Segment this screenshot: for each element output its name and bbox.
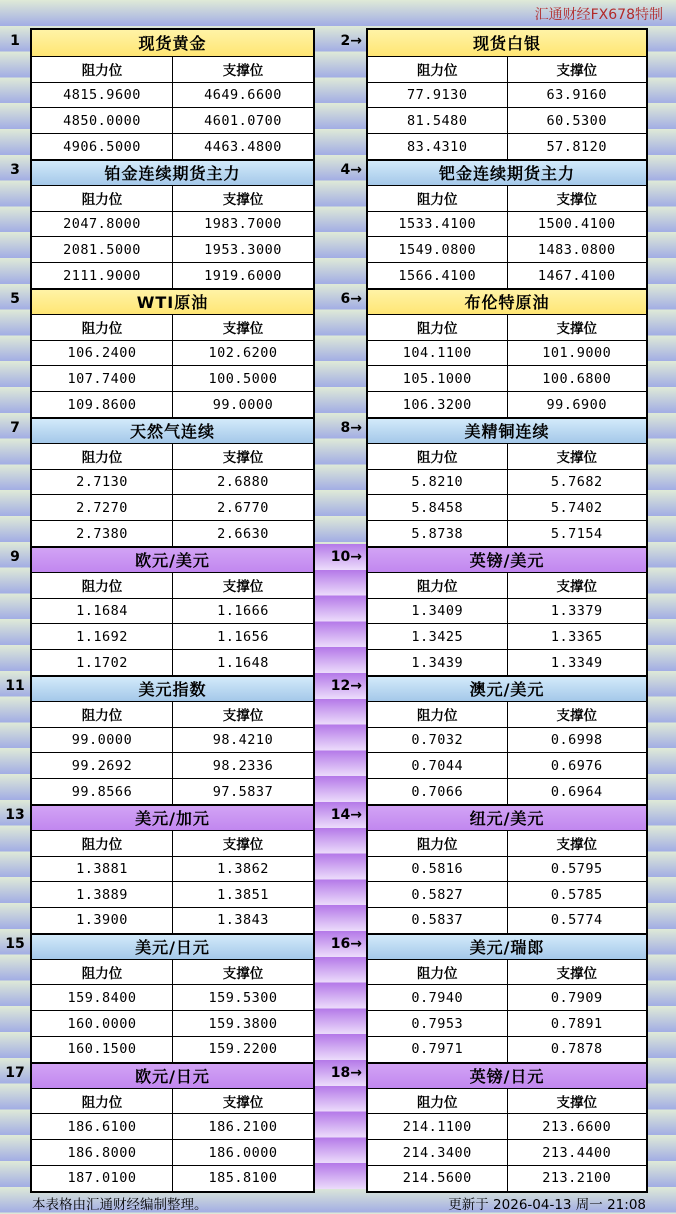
- resistance-header: 阻力位: [81, 837, 123, 854]
- table-number-label: 6→: [340, 291, 362, 307]
- resistance-value: 1.3900: [76, 912, 128, 929]
- support-value: 2.6630: [172, 521, 313, 546]
- support-value: 1.1648: [172, 650, 313, 675]
- table-title: 纽元/美元: [368, 804, 646, 830]
- table-title: 美元/日元: [32, 933, 313, 959]
- resistance-value: 0.7066: [411, 783, 464, 800]
- table-value-row: [368, 340, 646, 366]
- support-value: 0.6976: [507, 753, 647, 778]
- resistance-value: 2.7130: [76, 473, 128, 490]
- resistance-value: 104.1100: [402, 344, 472, 361]
- table-value-row: [32, 1139, 313, 1165]
- table-value-row: [368, 727, 646, 753]
- table-title: 钯金连续期货主力: [368, 159, 646, 185]
- table-header-row: [32, 830, 313, 856]
- table-value-row: [368, 778, 646, 804]
- resistance-value: 214.3400: [402, 1144, 472, 1161]
- table-title: 天然气连续: [32, 417, 313, 443]
- support-value: 0.5785: [507, 882, 647, 907]
- table-value-row: [368, 211, 646, 237]
- resistance-value: 99.8566: [71, 783, 133, 800]
- resistance-header: 阻力位: [417, 321, 458, 338]
- table-value-row: [368, 1010, 646, 1036]
- table-header-row: [32, 185, 313, 211]
- resistance-value: 186.6100: [67, 1118, 137, 1135]
- resistance-value: 0.7971: [411, 1041, 464, 1058]
- support-header: 支撑位: [507, 960, 647, 985]
- table-title: 英镑/美元: [368, 546, 646, 572]
- table-value-row: [32, 365, 313, 391]
- support-value: 100.5000: [172, 366, 313, 391]
- resistance-value: 1.3439: [411, 654, 464, 671]
- table-number-label: 5: [10, 291, 20, 307]
- table-header-row: [368, 185, 646, 211]
- table-section: [32, 933, 313, 1062]
- support-value: 5.7154: [507, 521, 647, 546]
- table-title: 布伦特原油: [368, 288, 646, 314]
- support-value: 1.3365: [507, 624, 647, 649]
- table-title: 英镑/日元: [368, 1062, 646, 1088]
- table-value-row: [32, 727, 313, 753]
- table-value-row: [368, 598, 646, 624]
- resistance-header: 阻力位: [81, 450, 123, 467]
- resistance-value: 1566.4100: [398, 267, 477, 284]
- support-value: 1.1666: [172, 599, 313, 624]
- table-value-row: [32, 494, 313, 520]
- table-value-row: [32, 1010, 313, 1036]
- resistance-header: 阻力位: [417, 1095, 458, 1112]
- table-section: [368, 546, 646, 675]
- table-title: WTI原油: [32, 288, 313, 314]
- resistance-value: 4815.9600: [63, 86, 141, 103]
- support-value: 159.2200: [172, 1037, 313, 1062]
- table-number-label: 4→: [340, 162, 362, 178]
- support-value: 186.2100: [172, 1114, 313, 1139]
- table-section: [32, 417, 313, 546]
- resistance-header: 阻力位: [81, 708, 123, 725]
- support-header: 支撑位: [507, 444, 647, 469]
- table-section: [368, 933, 646, 1062]
- table-value-row: [32, 391, 313, 417]
- support-value: 0.6998: [507, 728, 647, 753]
- table-header-row: [32, 314, 313, 340]
- table-section: [368, 159, 646, 288]
- table-section: [368, 804, 646, 933]
- table-value-row: [32, 340, 313, 366]
- support-header: 支撑位: [507, 57, 647, 82]
- table-header-row: [368, 572, 646, 598]
- support-value: 0.7909: [507, 985, 647, 1010]
- support-value: 98.4210: [172, 728, 313, 753]
- support-value: 159.3800: [172, 1011, 313, 1036]
- table-value-row: [368, 1165, 646, 1191]
- table-number-label: 7: [10, 420, 20, 436]
- table-value-row: [32, 211, 313, 237]
- table-header-row: [368, 1088, 646, 1114]
- resistance-header: 阻力位: [81, 321, 123, 338]
- support-value: 0.7891: [507, 1011, 647, 1036]
- support-value: 4649.6600: [172, 83, 313, 108]
- table-header-row: [368, 56, 646, 82]
- support-value: 1467.4100: [507, 263, 647, 288]
- table-section: [32, 1062, 313, 1191]
- resistance-value: 214.5600: [402, 1170, 472, 1187]
- table-value-row: [32, 82, 313, 108]
- table-number-label: 13: [5, 807, 25, 823]
- resistance-value: 1.1702: [76, 654, 128, 671]
- resistance-value: 1.3889: [76, 886, 128, 903]
- support-value: 99.0000: [172, 392, 313, 417]
- table-title: 欧元/美元: [32, 546, 313, 572]
- support-header: 支撑位: [172, 831, 313, 856]
- table-value-row: [368, 262, 646, 288]
- table-header-row: [368, 959, 646, 985]
- table-title: 现货黄金: [32, 30, 313, 56]
- resistance-value: 2.7380: [76, 525, 128, 542]
- table-value-row: [32, 1113, 313, 1139]
- table-section: [32, 288, 313, 417]
- table-section: [32, 804, 313, 933]
- support-value: 1.3862: [172, 857, 313, 882]
- resistance-value: 5.8738: [411, 525, 464, 542]
- watermark-brand-text: 汇通财经FX678特制: [534, 7, 663, 23]
- table-section: [32, 675, 313, 804]
- table-title: 美元/瑞郎: [368, 933, 646, 959]
- resistance-value: 81.5480: [407, 112, 468, 129]
- table-value-row: [32, 881, 313, 907]
- support-header: 支撑位: [507, 315, 647, 340]
- table-value-row: [368, 752, 646, 778]
- support-value: 213.6600: [507, 1114, 647, 1139]
- resistance-value: 160.1500: [67, 1041, 137, 1058]
- table-title: 铂金连续期货主力: [32, 159, 313, 185]
- support-value: 100.6800: [507, 366, 647, 391]
- resistance-header: 阻力位: [417, 192, 458, 209]
- resistance-value: 0.7032: [411, 731, 464, 748]
- table-section: [32, 546, 313, 675]
- table-value-row: [32, 778, 313, 804]
- support-value: 97.5837: [172, 779, 313, 804]
- table-title: 美元/加元: [32, 804, 313, 830]
- support-value: 5.7402: [507, 495, 647, 520]
- resistance-value: 0.5816: [411, 860, 464, 877]
- resistance-value: 2047.8000: [63, 215, 141, 232]
- table-header-row: [368, 314, 646, 340]
- table-value-row: [368, 520, 646, 546]
- table-value-row: [368, 494, 646, 520]
- support-value: 1.3843: [172, 908, 313, 933]
- support-header: 支撑位: [507, 831, 647, 856]
- table-value-row: [368, 1113, 646, 1139]
- resistance-value: 106.2400: [67, 344, 137, 361]
- table-value-row: [32, 907, 313, 933]
- resistance-header: 阻力位: [417, 450, 458, 467]
- table-title: 澳元/美元: [368, 675, 646, 701]
- resistance-value: 107.7400: [67, 370, 137, 387]
- support-value: 1483.0800: [507, 237, 647, 262]
- table-value-row: [368, 133, 646, 159]
- support-value: 213.2100: [507, 1166, 647, 1191]
- support-value: 1.3379: [507, 599, 647, 624]
- table-value-row: [368, 391, 646, 417]
- table-title: 美精铜连续: [368, 417, 646, 443]
- table-number-label: 2→: [340, 33, 362, 49]
- resistance-value: 2081.5000: [63, 241, 141, 258]
- table-number-label: 12→: [330, 678, 362, 694]
- resistance-value: 2.7270: [76, 499, 128, 516]
- support-value: 186.0000: [172, 1140, 313, 1165]
- table-value-row: [32, 623, 313, 649]
- support-header: 支撑位: [507, 702, 647, 727]
- table-section: [368, 1062, 646, 1191]
- support-header: 支撑位: [172, 1089, 313, 1114]
- resistance-header: 阻力位: [417, 63, 458, 80]
- table-value-row: [32, 649, 313, 675]
- support-value: 0.6964: [507, 779, 647, 804]
- table-header-row: [32, 572, 313, 598]
- table-header-row: [32, 1088, 313, 1114]
- resistance-header: 阻力位: [81, 192, 123, 209]
- resistance-header: 阻力位: [417, 966, 458, 983]
- table-number-label: 10→: [330, 549, 362, 565]
- resistance-value: 186.8000: [67, 1144, 137, 1161]
- support-value: 185.8100: [172, 1166, 313, 1191]
- resistance-header: 阻力位: [417, 579, 458, 596]
- table-value-row: [368, 365, 646, 391]
- table-section: [368, 675, 646, 804]
- table-title: 现货白银: [368, 30, 646, 56]
- table-value-row: [32, 262, 313, 288]
- resistance-value: 159.8400: [67, 989, 137, 1006]
- table-header-row: [32, 56, 313, 82]
- support-value: 1953.3000: [172, 237, 313, 262]
- resistance-value: 1549.0800: [398, 241, 477, 258]
- table-value-row: [368, 469, 646, 495]
- table-number-label: 17: [5, 1065, 25, 1081]
- table-value-row: [368, 856, 646, 882]
- support-header: 支撑位: [172, 573, 313, 598]
- resistance-value: 2111.9000: [63, 267, 141, 284]
- table-value-row: [32, 520, 313, 546]
- resistance-value: 0.7953: [411, 1015, 464, 1032]
- table-title: 欧元/日元: [32, 1062, 313, 1088]
- table-value-row: [32, 856, 313, 882]
- support-header: 支撑位: [507, 186, 647, 211]
- resistance-value: 5.8210: [411, 473, 464, 490]
- support-value: 0.5795: [507, 857, 647, 882]
- support-header: 支撑位: [172, 960, 313, 985]
- table-value-row: [32, 984, 313, 1010]
- support-value: 213.4400: [507, 1140, 647, 1165]
- resistance-value: 1.3425: [411, 628, 464, 645]
- table-value-row: [32, 469, 313, 495]
- table-number-label: 15: [5, 936, 25, 952]
- table-number-label: 3: [10, 162, 20, 178]
- support-value: 63.9160: [507, 83, 647, 108]
- resistance-value: 1.3409: [411, 602, 464, 619]
- support-value: 0.7878: [507, 1037, 647, 1062]
- resistance-value: 0.7044: [411, 757, 464, 774]
- support-value: 1983.7000: [172, 212, 313, 237]
- support-value: 1.1656: [172, 624, 313, 649]
- table-number-label: 9: [10, 549, 20, 565]
- resistance-value: 1.1684: [76, 602, 128, 619]
- support-header: 支撑位: [172, 57, 313, 82]
- table-value-row: [32, 133, 313, 159]
- resistance-value: 1533.4100: [398, 215, 477, 232]
- resistance-value: 109.8600: [67, 396, 137, 413]
- resistance-value: 1.1692: [76, 628, 128, 645]
- resistance-header: 阻力位: [417, 837, 458, 854]
- table-section: [32, 30, 313, 159]
- table-section: [368, 288, 646, 417]
- support-header: 支撑位: [172, 702, 313, 727]
- resistance-value: 0.5837: [411, 912, 464, 929]
- table-value-row: [32, 598, 313, 624]
- table-value-row: [368, 623, 646, 649]
- table-value-row: [32, 1036, 313, 1062]
- left-table-column: [30, 28, 315, 1193]
- support-header: 支撑位: [507, 573, 647, 598]
- footer-updated: 更新于 2026-04-13 周一 21:08: [448, 1197, 646, 1213]
- table-title: 美元指数: [32, 675, 313, 701]
- table-value-row: [32, 107, 313, 133]
- support-value: 101.9000: [507, 341, 647, 366]
- support-value: 57.8120: [507, 134, 647, 159]
- table-value-row: [368, 907, 646, 933]
- table-header-row: [368, 443, 646, 469]
- table-number-label: 8→: [340, 420, 362, 436]
- resistance-header: 阻力位: [81, 1095, 123, 1112]
- table-value-row: [32, 752, 313, 778]
- support-value: 1500.4100: [507, 212, 647, 237]
- resistance-header: 阻力位: [81, 579, 123, 596]
- resistance-value: 0.5827: [411, 886, 464, 903]
- table-section: [32, 159, 313, 288]
- table-header-row: [368, 701, 646, 727]
- table-value-row: [368, 984, 646, 1010]
- support-value: 98.2336: [172, 753, 313, 778]
- resistance-value: 99.2692: [71, 757, 133, 774]
- table-value-row: [368, 236, 646, 262]
- support-value: 99.6900: [507, 392, 647, 417]
- table-value-row: [368, 107, 646, 133]
- resistance-value: 214.1100: [402, 1118, 472, 1135]
- table-value-row: [32, 236, 313, 262]
- table-number-label: 18→: [330, 1065, 362, 1081]
- table-number-label: 1: [10, 33, 20, 49]
- resistance-value: 4906.5000: [63, 138, 141, 155]
- table-number-label: 11: [5, 678, 25, 694]
- support-header: 支撑位: [172, 444, 313, 469]
- resistance-value: 0.7940: [411, 989, 464, 1006]
- resistance-value: 77.9130: [407, 86, 468, 103]
- resistance-value: 160.0000: [67, 1015, 137, 1032]
- resistance-value: 4850.0000: [63, 112, 141, 129]
- table-value-row: [368, 649, 646, 675]
- support-value: 1919.6000: [172, 263, 313, 288]
- footer-note: 本表格由汇通财经编制整理。: [32, 1197, 208, 1213]
- table-value-row: [368, 1036, 646, 1062]
- right-table-column: [366, 28, 648, 1193]
- resistance-value: 106.3200: [402, 396, 472, 413]
- support-value: 4463.4800: [172, 134, 313, 159]
- resistance-value: 105.1000: [402, 370, 472, 387]
- table-number-label: 16→: [330, 936, 362, 952]
- table-header-row: [32, 443, 313, 469]
- support-value: 0.5774: [507, 908, 647, 933]
- support-value: 5.7682: [507, 470, 647, 495]
- resistance-value: 99.0000: [71, 731, 133, 748]
- support-header: 支撑位: [172, 315, 313, 340]
- support-header: 支撑位: [507, 1089, 647, 1114]
- resistance-value: 1.3881: [76, 860, 128, 877]
- support-value: 102.6200: [172, 341, 313, 366]
- resistance-value: 83.4310: [407, 138, 468, 155]
- gutter-purple-stripe: [315, 544, 366, 1189]
- support-value: 4601.0700: [172, 108, 313, 133]
- table-value-row: [368, 881, 646, 907]
- support-value: 60.5300: [507, 108, 647, 133]
- table-header-row: [32, 959, 313, 985]
- table-value-row: [32, 1165, 313, 1191]
- support-value: 1.3349: [507, 650, 647, 675]
- support-value: 1.3851: [172, 882, 313, 907]
- support-header: 支撑位: [172, 186, 313, 211]
- resistance-header: 阻力位: [417, 708, 458, 725]
- resistance-value: 187.0100: [67, 1170, 137, 1187]
- resistance-header: 阻力位: [81, 63, 123, 80]
- table-section: [368, 30, 646, 159]
- table-value-row: [368, 1139, 646, 1165]
- table-header-row: [368, 830, 646, 856]
- table-value-row: [368, 82, 646, 108]
- resistance-value: 5.8458: [411, 499, 464, 516]
- table-header-row: [32, 701, 313, 727]
- table-number-label: 14→: [330, 807, 362, 823]
- support-value: 159.5300: [172, 985, 313, 1010]
- support-value: 2.6770: [172, 495, 313, 520]
- table-section: [368, 417, 646, 546]
- resistance-header: 阻力位: [81, 966, 123, 983]
- support-value: 2.6880: [172, 470, 313, 495]
